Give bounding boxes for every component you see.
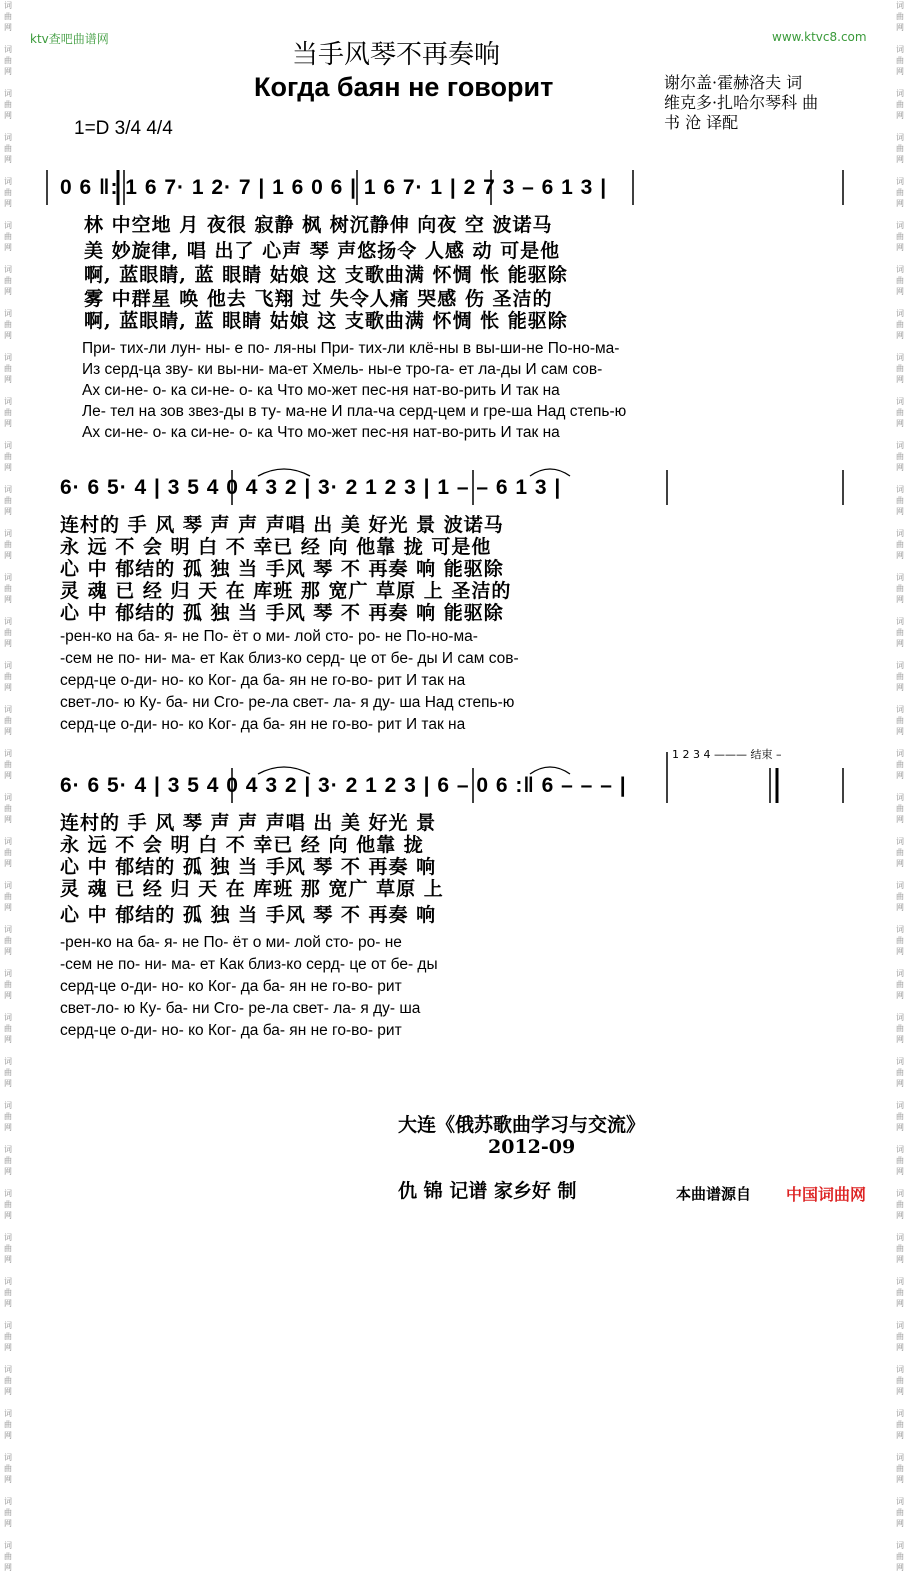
lyric-zh-verse-4: 灵 魂 已 经 归 天 在 库班 那 宽广 草原 上 圣洁的 <box>60 580 512 602</box>
lyric-ru-verse-2: -сем не по- ни- ма- ет Как близ-ко серд- це от бе- ды И сам сов- <box>60 650 519 667</box>
lyric-zh-verse-1: 连村的 手 风 琴 声 声 声唱 出 美 好光 景 <box>60 812 437 834</box>
credit-composer: 维克多·扎哈尔琴科 曲 <box>664 93 819 112</box>
credit-translator: 书 沧 译配 <box>664 113 739 132</box>
watermark-left: ktv查吧曲谱网 <box>30 32 109 46</box>
lyric-zh-verse-4: 灵 魂 已 经 归 天 在 库班 那 宽广 草原 上 <box>60 878 444 900</box>
lyric-ru-verse-4: Ле- тел на зов звез-ды в ту- ма-не И пла-ча серд-цем и гре-ша Над степь-ю <box>82 403 627 420</box>
footer-source-line: 大连《俄苏歌曲学习与交流》 <box>398 1114 646 1136</box>
watermark-right: www.ktvc8.com <box>772 30 867 44</box>
lyric-ru-verse-1: При- тих-ли лун- ны- е по- ля-ны При- тих-ли клё-ны в вы-ши-не По-но-ма- <box>82 340 620 357</box>
lyric-zh-verse-3: 心 中 郁结的 孤 独 当 手风 琴 不 再奏 响 <box>60 856 437 878</box>
notation-line: 0 6 ‖: 1 6 7· 1 2· 7 | 1 6 0 6 | 1 6 7· 1 | 2 7 3 – 6 1 3 | <box>60 176 608 199</box>
lyric-zh-verse-4: 雾 中群星 唤 他去 飞翔 过 失令人痛 哭感 伤 圣洁的 <box>84 288 553 310</box>
lyric-ru-verse-4: свет-ло- ю Ку- ба- ни Сго- ре-ла свет- ла- я ду- ша <box>60 1000 421 1017</box>
lyric-zh-verse-2: 美 妙旋律, 唱 出了 心声 琴 声悠扬令 人感 动 可是他 <box>84 240 561 262</box>
lyric-ru-verse-5: серд-це о-ди- но- ко Ког- да ба- ян не го-во- рит И так на <box>60 716 466 733</box>
lyric-zh-verse-5: 啊, 蓝眼睛, 蓝 眼睛 姑娘 这 支歌曲满 怀惆 怅 能驱除 <box>84 310 568 332</box>
lyric-ru-verse-4: свет-ло- ю Ку- ба- ни Сго- ре-ла свет- ла- я ду- ша Над степь-ю <box>60 694 515 711</box>
lyric-ru-verse-2: Из серд-ца зву- ки вы-ни- ма-ет Хмель- ны-е тро-га- ет ла-ды И сам сов- <box>82 361 603 378</box>
title-russian: Когда баян не говорит <box>254 72 554 102</box>
title-chinese: 当手风琴不再奏响 <box>292 40 501 70</box>
lyric-ru-verse-3: серд-це о-ди- но- ко Ког- да ба- ян не го-во- рит <box>60 978 402 995</box>
footer-date: 2012-09 <box>488 1136 576 1158</box>
credit-lyricist: 谢尔盖·霍赫洛夫 词 <box>664 73 803 92</box>
lyric-ru-verse-3: Ах си-не- о- ка си-не- о- ка Что мо-жет пес-ня нат-во-рить И так на <box>82 382 560 399</box>
lyric-ru-verse-2: -сем не по- ни- ма- ет Как близ-ко серд- це от бе- ды <box>60 956 438 973</box>
notation-line: 6· 6 5· 4 | 3 5 4 0 4 3 2 | 3· 2 1 2 3 | 1 – – 6 1 3 | <box>60 476 562 499</box>
lyric-zh-verse-1: 连村的 手 风 琴 声 声 声唱 出 美 好光 景 波诺马 <box>60 514 504 536</box>
key-signature: 1=D 3/4 4/4 <box>74 118 173 139</box>
lyric-ru-verse-5: Ах си-не- о- ка си-не- о- ка Что мо-жет пес-ня нат-во-рить И так на <box>82 424 560 441</box>
lyric-zh-verse-1: 林 中空地 月 夜很 寂静 枫 树沉静伸 向夜 空 波诺马 <box>84 214 553 236</box>
lyric-zh-verse-5: 心 中 郁结的 孤 独 当 手风 琴 不 再奏 响 <box>60 904 437 926</box>
lyric-zh-verse-2: 永 远 不 会 明 白 不 幸已 经 向 他靠 拢 <box>60 834 424 856</box>
ending-marker: 1 2 3 4 ——— 结束 – <box>672 748 782 761</box>
lyric-ru-verse-1: -рен-ко на ба- я- не По- ёт о ми- лой сто- ро- не <box>60 934 402 951</box>
side-watermark-right: 词 曲 网 词 曲 网 词 曲 网 词 曲 网 词 曲 网 词 曲 网 词 曲 网 词 曲 网 词 曲 网 词 曲 网 词 曲 网 词 曲 网 词 曲 网 词 曲 网 词 曲 网 词 曲 网 词 曲 网 词 曲 网 词 曲 网 词 曲 网 词 曲 网 词 曲 网 词 曲 网 词 曲 网 词 曲 网 词 曲 网 词 曲 网 词 曲 网 词 曲 网 词 曲 网 词 曲 网 词 曲 网 词 曲 网 词 曲 网 词 曲 网 词 曲 网 <box>896 1 904 1572</box>
lyric-ru-verse-3: серд-це о-ди- но- ко Ког- да ба- ян не го-во- рит И так на <box>60 672 466 689</box>
side-watermark-left: 词 曲 网 词 曲 网 词 曲 网 词 曲 网 词 曲 网 词 曲 网 词 曲 网 词 曲 网 词 曲 网 词 曲 网 词 曲 网 词 曲 网 词 曲 网 词 曲 网 词 曲 网 词 曲 网 词 曲 网 词 曲 网 词 曲 网 词 曲 网 词 曲 网 词 曲 网 词 曲 网 词 曲 网 词 曲 网 词 曲 网 词 曲 网 词 曲 网 词 曲 网 词 曲 网 词 曲 网 词 曲 网 词 曲 网 词 曲 网 词 曲 网 词 曲 网 <box>4 1 12 1572</box>
lyric-ru-verse-5: серд-це о-ди- но- ко Ког- да ба- ян не го-во- рит <box>60 1022 402 1039</box>
lyric-zh-verse-2: 永 远 不 会 明 白 不 幸已 经 向 他靠 拢 可是他 <box>60 536 492 558</box>
notation-line: 6· 6 5· 4 | 3 5 4 0 4 3 2 | 3· 2 1 2 3 | 6 – 0 6 :‖ 6 – – – | <box>60 774 627 797</box>
lyric-zh-verse-5: 心 中 郁结的 孤 独 当 手风 琴 不 再奏 响 能驱除 <box>60 602 504 624</box>
lyric-zh-verse-3: 心 中 郁结的 孤 独 当 手风 琴 不 再奏 响 能驱除 <box>60 558 504 580</box>
footer-transcriber: 仇 锦 记谱 家乡好 制 <box>398 1180 577 1202</box>
lyric-ru-verse-1: -рен-ко на ба- я- не По- ёт о ми- лой сто- ро- не По-но-ма- <box>60 628 478 645</box>
footer-origin-label: 本曲谱源自 <box>676 1185 752 1203</box>
lyric-zh-verse-3: 啊, 蓝眼睛, 蓝 眼睛 姑娘 这 支歌曲满 怀惆 怅 能驱除 <box>84 264 568 286</box>
footer-brand[interactable]: 中国词曲网 <box>786 1185 867 1204</box>
